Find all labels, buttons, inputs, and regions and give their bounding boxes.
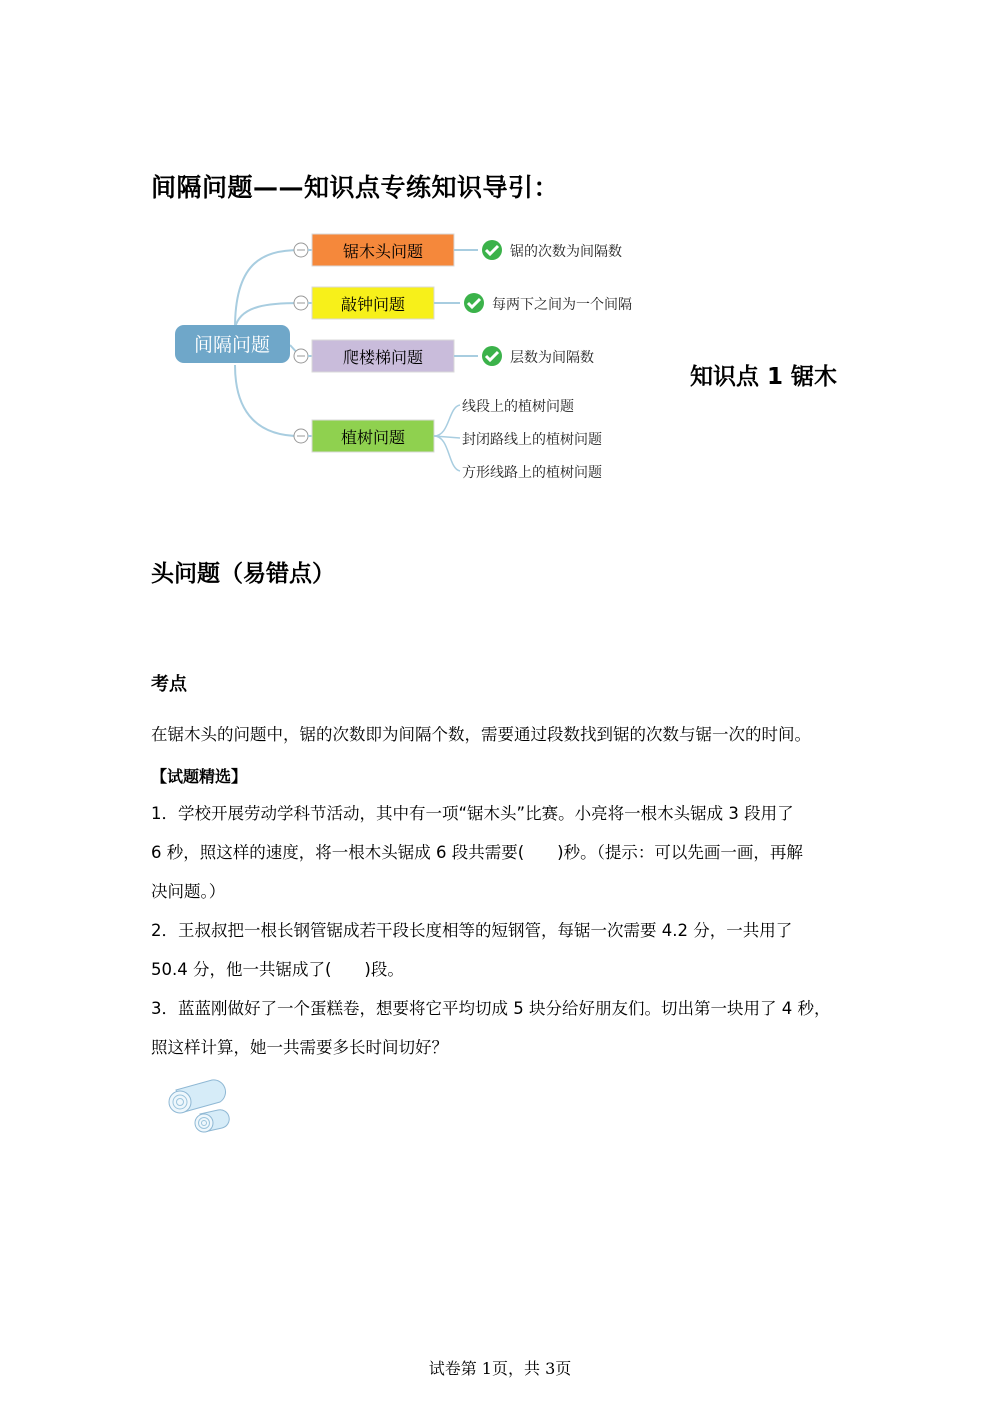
svg-text:锯木头问题: 锯木头问题 [342, 242, 424, 261]
svg-text:封闭路线上的植树问题: 封闭路线上的植树问题 [462, 432, 602, 448]
question-3-line-1: 3．蓝蓝刚做好了一个蛋糕卷，想要将它平均切成 5 块分给好朋友们。切出第一块用了 4 秒， [151, 999, 831, 1018]
question-2-line-1: 2．王叔叔把一根长钢管锯成若干段长度相等的短钢管，每锯一次需要 4.2 分，一共用了 [151, 921, 793, 940]
page-footer: 试卷第 1页，共 3页 [428, 1359, 572, 1378]
question-1-line-1: 1．学校开展劳动学科节活动，其中有一项“锯木头”比赛。小亮将一根木头锯成 3 段用了 [151, 804, 794, 823]
svg-text:方形线路上的植树问题: 方形线路上的植树问题 [462, 465, 602, 481]
question-3-line-2: 照这样计算，她一共需要多长时间切好？ [151, 1038, 448, 1057]
collapse-icon [294, 243, 308, 443]
svg-text:层数为间隔数: 层数为间隔数 [510, 350, 594, 366]
svg-text:锯的次数为间隔数: 锯的次数为间隔数 [510, 244, 622, 260]
cake-roll-image [164, 1076, 234, 1140]
svg-text:爬楼梯问题: 爬楼梯问题 [342, 348, 424, 367]
root-label: 间隔问题 [193, 334, 271, 356]
question-1-line-2: 6 秒，照这样的速度，将一根木头锯成 6 段共需要( )秒。（提示：可以先画一画，再解 [151, 843, 803, 862]
kaodian-text: 在锯木头的问题中，锯的次数即为间隔个数，需要通过段数找到锯的次数与锯一次的时间。 [151, 725, 811, 744]
check-icon [464, 293, 484, 313]
check-icon [482, 346, 502, 366]
check-icon [482, 240, 502, 260]
svg-text:植树问题: 植树问题 [340, 428, 406, 447]
svg-text:线段上的植树问题: 线段上的植树问题 [462, 399, 574, 415]
mind-map [170, 225, 670, 495]
knowledge-point-heading: 知识点 1 锯木 [690, 364, 838, 390]
page-title: 间隔问题——知识点专练知识导引： [151, 173, 560, 202]
section-tag: 【试题精选】 [151, 767, 248, 786]
question-2-line-2: 50.4 分，他一共锯成了( )段。 [151, 960, 404, 979]
kaodian-label: 考点 [151, 674, 187, 695]
svg-text:每两下之间为一个间隔: 每两下之间为一个间隔 [492, 297, 632, 313]
knowledge-point-heading-continued: 头问题（易错点） [151, 561, 335, 587]
svg-text:敲钟问题: 敲钟问题 [340, 295, 406, 314]
question-1-line-3: 决问题。） [151, 882, 226, 901]
